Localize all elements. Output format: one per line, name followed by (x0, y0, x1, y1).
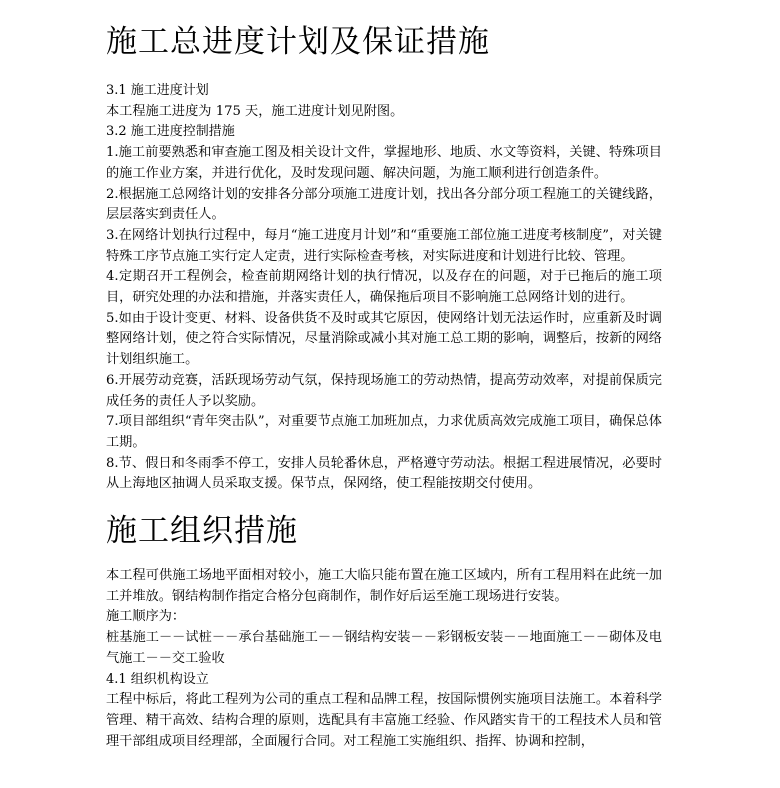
paragraph-intro: 本工程施工进度为 175 天，施工进度计划见附图。 (106, 103, 404, 119)
list-item: 5.如由于设计变更、材料、设备供货不及时或其它原因，使网络计划无法运作时，应重新及时调整网络计划，使之符合实际情况，尽量消除或减小其对施工总工期的影响，调整后，按新的网络计划组织施工。 (106, 310, 662, 368)
section-3-1: 3.1 施工进度计划 (106, 83, 209, 98)
list-item: 2.根据施工总网络计划的安排各分部分项施工进度计划，找出各分部分项工程施工的关键线路，层层落实到责任人。 (106, 186, 662, 223)
heading-schedule: 施工总进度计划及保证措施 (106, 24, 490, 60)
list-item: 6.开展劳动竞赛，活跃现场劳动气氛，保持现场施工的劳动热情，提高劳动效率，对提前保质完成任务的责任人予以奖励。 (106, 372, 662, 409)
section-4-1: 4.1 组织机构设立 (106, 671, 209, 687)
heading-organization: 施工组织措施 (106, 513, 298, 550)
paragraph-order-label: 施工顺序为： (106, 609, 186, 625)
list-item: 7.项目部组织“青年突击队”，对重要节点施工加班加点，力求优质高效完成施工项目，确保总体工期。 (106, 414, 662, 450)
list-item: 3.在网络计划执行过程中，每月“施工进度月计划”和“重要施工部位施工进度考核制度”，对关键特殊工序节点施工实行定人定责，进行实际检查考核，对实际进度和计划进行比较、管理。 (106, 227, 662, 264)
list-item: 8.节、假日和冬雨季不停工，安排人员轮番休息，严格遵守劳动法。根据工程进展情况，必要时从上海地区抽调人员采取支援。保节点，保网络，使工程能按期交付使用。 (106, 455, 662, 492)
list-item: 1.施工前要熟悉和审查施工图及相关设计文件，掌握地形、地质、水文等资料，关键、特殊项目的施工作业方案，并进行优化，及时发现问题、解决问题，为施工顺利进行创造条件。 (106, 145, 662, 181)
document-page (106, 0, 662, 752)
paragraph-order-sequence: 桩基施工－－试桩－－承台基础施工－－钢结构安装－－彩钢板安装－－地面施工－－砌体及电气施工－－交工验收 (106, 630, 662, 666)
paragraph-site: 本工程可供施工场地平面相对较小，施工大临只能布置在施工区域内，所有工程用料在此统一加工并堆放。钢结构制作指定合格分包商制作，制作好后运至施工现场进行安装。 (106, 568, 662, 604)
list-item: 4.定期召开工程例会，检查前期网络计划的执行情况，以及存在的问题，对于已拖后的施工项目，研究处理的办法和措施，并落实责任人，确保拖后项目不影响施工总网络计划的进行。 (106, 269, 662, 306)
paragraph-organization: 工程中标后，将此工程列为公司的重点工程和品牌工程，按国际惯例实施项目法施工。本着科学管理、精干高效、结构合理的原则，选配具有丰富施工经验、作风踏实肯干的工程技术人员和管理干部组成项目经理部，全面履行合同。对工程施工实施组织、指挥、协调和控制， (106, 692, 662, 749)
section-3-2: 3.2 施工进度控制措施 (106, 124, 235, 140)
